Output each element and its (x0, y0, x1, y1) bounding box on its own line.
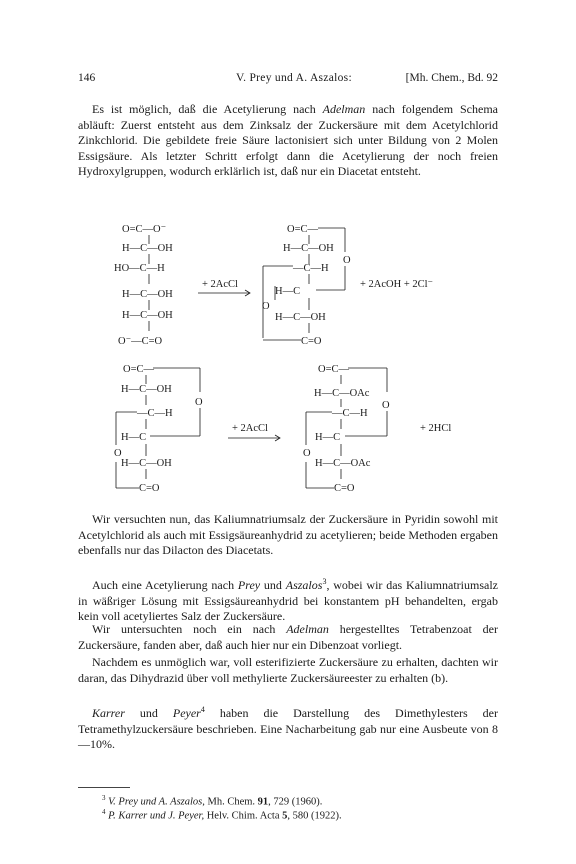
svg-text:H—C: H—C (121, 432, 147, 443)
footnote-divider (78, 787, 130, 788)
svg-text:H—C—OH: H—C—OH (121, 384, 172, 395)
svg-text:H—C—OAc: H—C—OAc (314, 388, 370, 399)
footnote: $^4$ P. Karrer und J. Peyer, Helv. Chim. Acta 5, 580 (1922). (102, 808, 342, 822)
svg-text:—C—H: —C—H (293, 263, 329, 274)
svg-text:H—C—OH: H—C—OH (275, 312, 326, 323)
svg-text:O=C—: O=C— (123, 364, 155, 375)
svg-text:H—C—OAc: H—C—OAc (315, 458, 371, 469)
structure-1-right (262, 224, 351, 347)
reagent-label-2: + 2AcCl (232, 423, 268, 434)
body-paragraph: Wir untersuchten noch ein nach Adelman hergestelltes Tetrabenzoat der Zuckersäure, fanden aber, daß auch hier nur ein Dibenzoat vorliegt. (78, 622, 498, 652)
ring-oxygen: O (343, 255, 351, 266)
structure-2-left (114, 364, 203, 494)
footnote-ref: 4 (200, 705, 205, 714)
reagent-label-1: + 2AcCl (202, 279, 238, 290)
svg-text:O=C—: O=C— (287, 224, 319, 235)
svg-text:HO—C—H: HO—C—H (114, 263, 165, 274)
svg-text:C=O: C=O (334, 483, 355, 494)
ring-oxygen: O (303, 448, 311, 459)
header-journal: [Mh. Chem., Bd. 92 (405, 72, 498, 84)
svg-text:C=O: C=O (139, 483, 160, 494)
body-paragraph: Nachdem es unmöglich war, voll esterifizierte Zuckersäure zu erhalten, dachten wir daran, das Dihydrazid über voll methylierte Zuckersäureester zu erhalten (b). (78, 655, 498, 685)
svg-text:C=O: C=O (301, 336, 322, 347)
body-paragraph: Wir versuchten nun, das Kaliumnatriumsalz der Zuckersäure in Pyridin sowohl mit Acetylchlorid als auch mit Essigsäureanhydrid zu acetylieren; beide Methoden ergaben ebenfalls nur das Dilacton des Diacetats. (78, 512, 498, 558)
header-authors: V. Prey und A. Aszalos: (236, 72, 352, 84)
svg-text:—C—H: —C—H (137, 408, 173, 419)
ring-oxygen: O (195, 397, 203, 408)
author-name: Adelman (322, 102, 366, 116)
svg-text:O=C—O⁻: O=C—O⁻ (122, 224, 167, 235)
ring-oxygen: O (114, 448, 122, 459)
svg-text:H—C—OH: H—C—OH (121, 458, 172, 469)
svg-text:O=C—: O=C— (318, 364, 350, 375)
footnote-ref: 3 (322, 577, 327, 586)
body-paragraph: Auch eine Acetylierung nach Prey und Aszalos$^3$, wobei wir das Kaliumnatriumsalz in wäßriger Lösung mit Essigsäureanhydrid bei konstantem pH behandelten, ergab kein voll acetyliertes Salz der Zuckersäure. (78, 577, 498, 624)
products-label-2: + 2HCl (420, 423, 452, 434)
structure-1-left (114, 224, 173, 347)
svg-text:—C—H: —C—H (332, 408, 368, 419)
svg-text:H—C—OH: H—C—OH (283, 243, 334, 254)
structure-2-right (303, 364, 390, 494)
footnote: $^3$ V. Prey und A. Aszalos, Mh. Chem. 91, 729 (1960). (102, 794, 323, 808)
svg-text:H—C—OH: H—C—OH (122, 289, 173, 300)
body-paragraph: Karrer und Peyer$^4$ haben die Darstellung des Dimethylesters der Tetramethylzuckersäure beschrieben. Eine Nacharbeitung gab nur eine Ausbeute von 8—10%. (78, 705, 498, 752)
svg-text:O⁻—C=O: O⁻—C=O (118, 336, 163, 347)
page-number: 146 (78, 72, 96, 84)
svg-text:H—C—OH: H—C—OH (122, 310, 173, 321)
svg-text:H—C: H—C (275, 286, 301, 297)
ring-oxygen: O (262, 301, 270, 312)
intro-paragraph: Es ist möglich, daß die Acetylierung nach Adelman nach folgendem Schema abläuft: Zuerst entsteht aus dem Zinksalz der Zuckersäure mit dem Acetylchlorid Zinkchlorid. Die gebildete freie Säure lactonisiert sich unter Bildung von 2 Molen Essigsäure. Als letzter Schritt erfolgt dann die Acetylierung der noch freien Hydroxylgruppen, wodurch erklärlich ist, daß nur ein Diacetat entsteht. (78, 102, 498, 179)
svg-text:H—C—OH: H—C—OH (122, 243, 173, 254)
products-label-1: + 2AcOH + 2Cl⁻ (360, 279, 434, 290)
ring-oxygen: O (382, 400, 390, 411)
svg-text:H—C: H—C (315, 432, 341, 443)
